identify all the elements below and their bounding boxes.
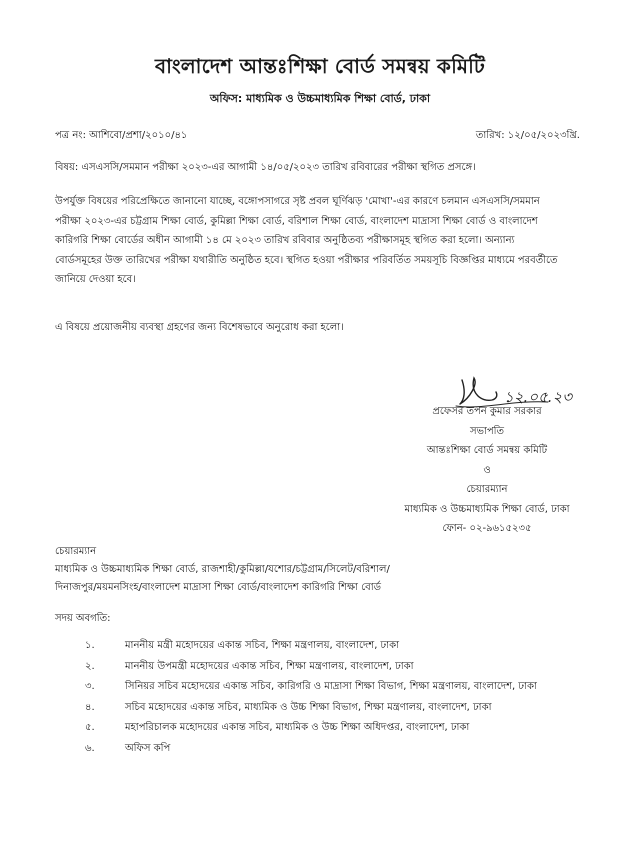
signatory-phone: ফোন- ০২-৯৬১৫২৩৫ [442,523,532,534]
body-line: কারিগরি শিক্ষা বোর্ডের অধীন আগামী ১৪ মে ২০২৩ তারিখ রবিবার অনুষ্ঠিতব্য পরীক্ষাসমূহ স্থগিত করা হলো। অন্যান্য [55,235,515,246]
cc-list [85,636,537,759]
cc-item-number: ৪. [85,701,95,713]
cc-item [85,739,537,760]
body-paragraph [55,192,583,290]
cc-heading: সদয় অবগতি: [55,613,111,624]
cc-item-number: ২. [85,660,95,672]
cc-item-text: মহাপরিচালক মহোদয়ের একান্ত সচিব, মাধ্যমিক ও উচ্চ শিক্ষা অধিদপ্তর, বাংলাদেশ, ঢাকা [125,722,470,733]
reference-number: পত্র নং: আশিবো/প্রশা/২০১০/৪১ [55,130,188,141]
body-line: জানিয়ে দেওয়া হবে। [55,274,136,285]
recipient-line: দিনাজপুর/ময়মনসিংহ/বাংলাদেশ মাদ্রাসা শিক্ষা বোর্ড/বাংলাদেশ কারিগরি শিক্ষা বোর্ড [55,582,382,593]
cc-item-number: ৬. [85,742,95,754]
request-line: এ বিষয়ে প্রয়োজনীয় ব্যবস্থা গ্রহণের জন্য বিশেষভাবে অনুরোধ করা হলো। [55,322,344,333]
letter-date: তারিখ: ১২/০৫/২০২৩খ্রি. [475,130,580,141]
signatory-role: সভাপতি [469,425,505,437]
cc-item [85,677,537,698]
cc-item-number: ৫. [85,722,95,733]
cc-item [85,718,537,739]
cc-item-text: মাননীয় উপমন্ত্রী মহোদয়ের একান্ত সচিব, শিক্ষা মন্ত্রণালয়, বাংলাদেশ, ঢাকা [125,660,414,672]
letterhead-title: বাংলাদেশ আন্তঃশিক্ষা বোর্ড সমন্বয় কমিটি [155,54,485,78]
subject-line: বিষয়: এসএসসি/সমমান পরীক্ষা ২০২৩-এর আগামী ১৪/০৫/২০২৩ তারিখ রবিবারের পরীক্ষা স্থগিত প্রসঙ্গে। [55,162,476,173]
recipient-block [55,543,390,597]
cc-item-number: ১. [85,640,95,651]
recipient-title: চেয়ারম্যান [55,546,97,557]
cc-item [85,698,537,719]
signatory-block [392,402,582,539]
cc-item [85,657,537,678]
body-line: পরীক্ষা ২০২৩-এর চট্টগ্রাম শিক্ষা বোর্ড, কুমিল্লা শিক্ষা বোর্ড, বরিশাল শিক্ষা বোর্ড, বাংলাদেশ মাদ্রাসা শিক্ষা বোর্ড ও বাংলাদেশ [55,215,538,227]
cc-item-text: মাননীয় মন্ত্রী মহোদয়ের একান্ত সচিব, শিক্ষা মন্ত্রণালয়, বাংলাদেশ, ঢাকা [125,640,400,651]
signatory-and: ও [483,464,491,476]
body-line: বোর্ডসমূহের উক্ত তারিখের পরীক্ষা যথারীতি অনুষ্ঠিত হবে। স্থগিত হওয়া পরীক্ষার পরিবর্তিত সময়সূচি বিজ্ঞপ্তির মাধ্যমে পরবর্তীতে [55,254,558,266]
svg-text:১২.০৫.২৩: ১২.০৫.২৩ [504,388,573,406]
signatory-name: প্রফেসর তপন কুমার সরকার [432,406,542,417]
cc-item [85,636,537,657]
cc-item-text: অফিস কপি [125,742,171,754]
signatory-board: মাধ্যমিক ও উচ্চমাধ্যমিক শিক্ষা বোর্ড, ঢাকা [404,503,570,515]
body-line: উপর্যুক্ত বিষয়ের পরিপ্রেক্ষিতে জানানো যাচ্ছে, বঙ্গোপসাগরে সৃষ্ট প্রবল ঘূর্ণিঝড় 'মোখা'-এর কারণে চলমান এসএসসি/সমমান [55,196,540,207]
cc-item-text: সিনিয়র সচিব মহোদয়ের একান্ত সচিব, কারিগরি ও মাদ্রাসা শিক্ষা বিভাগ, শিক্ষা মন্ত্রণালয়, বাংলাদেশ, ঢাকা [125,681,537,692]
signatory-committee: আন্তঃশিক্ষা বোর্ড সমন্বয় কমিটি [426,445,548,456]
cc-item-number: ৩. [85,681,95,692]
signatory-title: চেয়ারম্যান [466,484,508,495]
cc-item-text: সচিব মহোদয়ের একান্ত সচিব, মাধ্যমিক ও উচ্চ শিক্ষা বিভাগ, শিক্ষা মন্ত্রণালয়, বাংলাদেশ, ঢাকা [125,701,492,713]
recipient-line: মাধ্যমিক ও উচ্চমাধ্যমিক শিক্ষা বোর্ড, রাজশাহী/কুমিল্লা/যশোর/চট্টগ্রাম/সিলেট/বরিশাল/ [55,564,390,575]
letterhead-office: অফিস: মাধ্যমিক ও উচ্চমাধ্যমিক শিক্ষা বোর্ড, ঢাকা [209,92,431,105]
